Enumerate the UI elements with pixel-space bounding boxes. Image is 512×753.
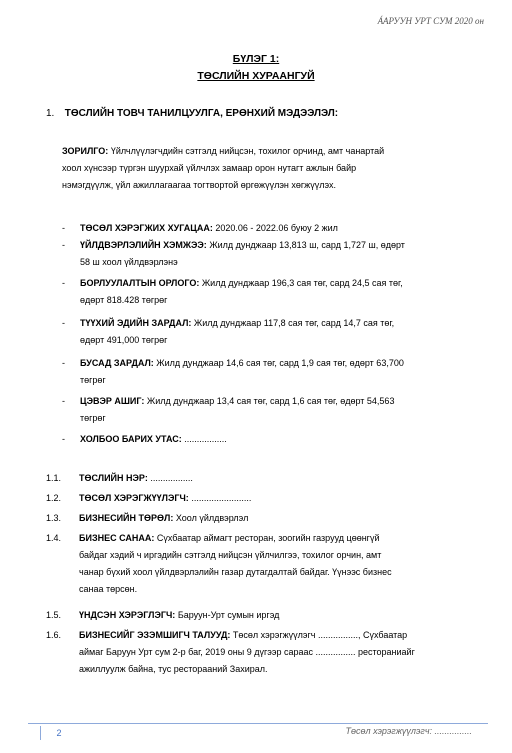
bullet-text: Жилд дунджаар 13,813 ш, сард 1,727 ш, өдөрт bbox=[209, 240, 405, 250]
bullet-label: БОРЛУУЛАЛТЫН ОРЛОГО: bbox=[80, 278, 200, 288]
item-number: 1.4. bbox=[46, 533, 62, 543]
bullet-text-cont: төгрөг bbox=[80, 375, 106, 385]
bullet-dash: - bbox=[62, 434, 65, 444]
goal-line-2: хоол хүнсээр түргэн шуурхай үйлчлэх замаар орон нутагт ажлын байр bbox=[62, 163, 357, 173]
item-number: 1.6. bbox=[46, 630, 62, 640]
bullet-label: ТҮҮХИЙ ЭДИЙН ЗАРДАЛ: bbox=[80, 318, 192, 328]
bullet-label: ЦЭВЭР АШИГ: bbox=[80, 396, 145, 406]
bullet-text-cont: төгрөг bbox=[80, 413, 106, 423]
bullet-dash: - bbox=[62, 223, 65, 233]
chapter-subtitle: ТӨСЛИЙН ХУРААНГУЙ bbox=[197, 70, 315, 82]
item-number: 1.3. bbox=[46, 513, 62, 523]
item-number: 1.5. bbox=[46, 610, 62, 620]
footer-divider bbox=[28, 723, 488, 724]
bullet-text: Жилд дунджаар 196,3 сая төг, сард 24,5 сая төг, bbox=[201, 278, 403, 288]
section-title: ТӨСЛИЙН ТОВЧ ТАНИЛЦУУЛГА, ЕРӨНХИЙ МЭДЭЭЛЭЛ: bbox=[64, 108, 339, 119]
item-number: 1.2. bbox=[46, 493, 62, 503]
item-label: БИЗНЕС САНАА: bbox=[79, 533, 155, 543]
item-label: ТӨСӨЛ ХЭРЭГЖҮҮЛЭГЧ: bbox=[79, 493, 189, 503]
item-label: ТӨСЛИЙН НЭР: bbox=[79, 473, 148, 483]
item-text: ................. bbox=[150, 473, 193, 483]
goal-line-3: нэмэгдүүлж, үйл ажиллагаагаа тогтвортой өргөжүүлэн хөгжүүлэх. bbox=[62, 180, 336, 190]
item-text-cont: аймаг Баруун Урт сум 2-р баг, 2019 оны 9 дүгээр сараас ................ рестораниайг bbox=[79, 647, 415, 657]
bullet-text: Жилд дунджаар 14,6 сая төг, сард 1,9 сая төг, өдөрт 63,700 bbox=[156, 358, 404, 368]
bullet-text: 2020.06 - 2022.06 буюу 2 жил bbox=[215, 223, 338, 233]
bullet-dash: - bbox=[62, 240, 65, 250]
item-text-cont: санаа төрсөн. bbox=[79, 584, 138, 594]
bullet-text-cont: 58 ш хоол үйлдвэрлэнэ bbox=[80, 257, 178, 267]
section-number: 1. bbox=[46, 108, 55, 119]
bullet-text: ................. bbox=[184, 434, 227, 444]
item-text-cont: чанар бүхий хоол үйлдвэрлэлийн газар дутагдалтай байдаг. Үүнээс бизнес bbox=[79, 567, 392, 577]
bullet-text: Жилд дунджаар 13,4 сая төг, сард 1,6 сая төг, өдөрт 54,563 bbox=[146, 396, 395, 406]
bullet-dash: - bbox=[62, 358, 65, 368]
bullet-label: ТӨСӨЛ ХЭРЭГЖИХ ХУГАЦАА: bbox=[80, 223, 213, 233]
item-label: БИЗНЕСИЙГ ЭЗЭМШИГЧ ТАЛУУД: bbox=[79, 630, 231, 640]
footer-text: Төсөл хэрэгжүүлэгч: ............... bbox=[345, 726, 472, 736]
goal-paragraph bbox=[62, 143, 498, 194]
item-text-cont: байдаг хэдий ч иргэдийн сэтгэлд нийцсэн үйлчилгээ, тохилог орчин, амт bbox=[79, 550, 382, 560]
bullet-text-cont: өдөрт 491,000 төгрөг bbox=[80, 335, 168, 345]
header-text: ÁАРУУН УРТ СУМ 2020 он bbox=[377, 16, 484, 26]
item-text: Баруун-Урт сумын иргэд bbox=[177, 610, 280, 620]
item-number: 1.1. bbox=[46, 473, 62, 483]
item-text: Төсөл хэрэгжүүлэгч ................, Сүхбаатар bbox=[232, 630, 408, 640]
item-label: БИЗНЕСИЙН ТӨРӨЛ: bbox=[79, 513, 174, 523]
goal-line-1: Үйлчлүүлэгчдийн сэтгэлд нийцсэн, тохилог орчинд, амт чанартай bbox=[110, 146, 385, 156]
item-text: Сүхбаатар аймагт ресторан, зоогийн газрууд цөөнгүй bbox=[156, 533, 380, 543]
item-text-cont: ажиллуулж байна, тус ресторааний Захирал. bbox=[79, 664, 268, 674]
section-heading bbox=[46, 108, 338, 119]
bullet-label: БУСАД ЗАРДАЛ: bbox=[80, 358, 154, 368]
item-text: Хоол үйлдвэрлэл bbox=[175, 513, 249, 523]
page-number: 2 bbox=[40, 726, 77, 740]
bullet-label: ХОЛБОО БАРИХ УТАС: bbox=[80, 434, 182, 444]
bullet-text: Жилд дунджаар 117,8 сая төг, сард 14,7 сая төг, bbox=[193, 318, 395, 328]
chapter-title: БҮЛЭГ 1: bbox=[232, 53, 280, 65]
item-text: ........................ bbox=[191, 493, 252, 503]
bullet-label: ҮЙЛДВЭРЛЭЛИЙН ХЭМЖЭЭ: bbox=[80, 240, 207, 250]
bullet-dash: - bbox=[62, 278, 65, 288]
bullet-dash: - bbox=[62, 318, 65, 328]
item-label: ҮНДСЭН ХЭРЭГЛЭГЧ: bbox=[79, 610, 176, 620]
bullet-text-cont: өдөрт 818.428 төгрөг bbox=[80, 295, 168, 305]
goal-label: ЗОРИЛГО: bbox=[62, 146, 109, 156]
bullet-dash: - bbox=[62, 396, 65, 406]
